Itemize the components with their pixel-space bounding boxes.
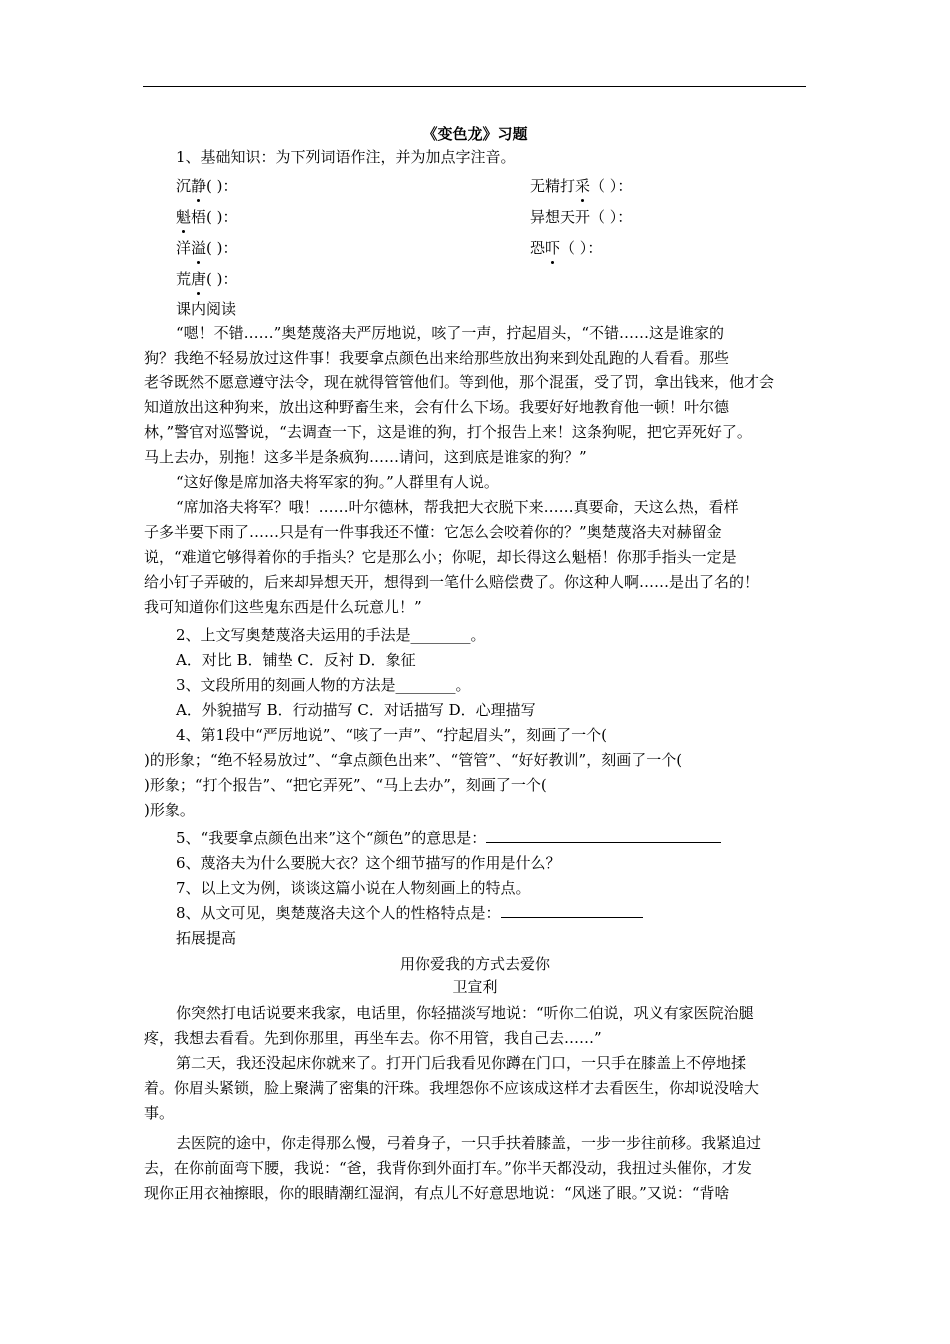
story-line: 你突然打电话说要来我家，电话里，你轻描淡写地说：“听你二伯说，巩义有家医院治腿 <box>176 1004 754 1022</box>
passage-line: “嗯！不错……”奥楚蔑洛夫严厉地说，咳了一声，拧起眉头，“不错……这是谁家的 <box>176 324 725 342</box>
story-line: 疼，我想去看看。先到你那里，再坐车去。你不用管，我自己去……” <box>144 1029 602 1047</box>
passage-line: 林，”警官对巡警说，“去调查一下，这是谁的狗，打个报告上来！这条狗呢，把它弄死好了。 <box>144 423 752 441</box>
vocab-item: 恐吓（ ）： <box>530 239 603 257</box>
passage-line: 马上去办，别拖！这多半是条疯狗……请问，这到底是谁家的狗？” <box>144 448 587 466</box>
header-rule <box>143 86 806 87</box>
vocab-item: 洋溢( )： <box>176 239 238 257</box>
story-author: 卫宣利 <box>452 978 498 996</box>
q5-answer-blank[interactable] <box>486 828 721 843</box>
story-line: 现你正用衣袖擦眼，你的眼睛潮红湿润，有点儿不好意思地说：“风迷了眼。”又说：“背啥 <box>144 1184 730 1202</box>
vocab-item: 无精打采（ ）： <box>530 177 633 195</box>
passage-line: 给小钉子弄破的，后来却异想天开，想得到一笔什么赔偿费了。你这种人啊……是出了名的！ <box>144 573 760 591</box>
q8-answer-blank[interactable] <box>501 903 643 918</box>
q4-line: )形象。 <box>144 801 195 819</box>
passage-line: 我可知道你们这些鬼东西是什么玩意儿！” <box>144 598 422 616</box>
passage-line: 狗？我绝不轻易放过这件事！我要拿点颜色出来给那些放出狗来到处乱跑的人看看。那些 <box>144 349 730 367</box>
passage-line: “席加洛夫将军？哦！……叶尔德林，帮我把大衣脱下来……真要命，天这么热，看样 <box>176 498 739 516</box>
story-line: 着。你眉头紧锁，脸上聚满了密集的汗珠。我埋怨你不应该成这样才去看医生，你却说没啥大 <box>144 1079 760 1097</box>
q5-prompt: 5、“我要拿点颜色出来”这个“颜色”的意思是： <box>176 827 721 849</box>
story-line: 去医院的途中，你走得那么慢，弓着身子，一只手扶着膝盖，一步一步往前移。我紧追过 <box>176 1134 762 1152</box>
q3-options: A．外貌描写 B．行动描写 C．对话描写 D．心理描写 <box>176 701 536 719</box>
q2-options: A．对比 B．铺垫 C．反衬 D．象征 <box>176 651 416 669</box>
passage-line: 老爷既然不愿意遵守法令，现在就得管管他们。等到他，那个混蛋，受了罚，拿出钱来，他才会 <box>144 373 775 391</box>
passage-line: 说，“难道它够得着你的手指头？它是那么小；你呢，却长得这么魁梧！你那手指头一定是 <box>144 548 737 566</box>
vocab-item: 沉静( )： <box>176 177 238 195</box>
story-line: 第二天，我还没起床你就来了。打开门后我看见你蹲在门口，一只手在膝盖上不停地揉 <box>176 1054 747 1072</box>
q1-prompt: 1、基础知识：为下列词语作注，并为加点字注音。 <box>176 148 516 166</box>
story-line: 事。 <box>144 1104 175 1122</box>
q7-prompt: 7、以上文为例，谈谈这篇小说在人物刻画上的特点。 <box>176 879 531 897</box>
vocab-item: 魁梧( )： <box>176 208 238 226</box>
q4-line: 4、第1段中“严厉地说”、“咳了一声”、“拧起眉头”，刻画了一个( <box>176 726 607 744</box>
story-title: 用你爱我的方式去爱你 <box>399 955 550 973</box>
q8-prompt: 8、从文可见，奥楚蔑洛夫这个人的性格特点是： <box>176 902 643 924</box>
q4-line: )的形象；“绝不轻易放过”、“拿点颜色出来”、“管管”、“好好教训”，刻画了一个( <box>144 751 683 769</box>
section-heading: 拓展提高 <box>176 929 237 947</box>
page-title: 《变色龙》习题 <box>422 125 528 143</box>
q6-prompt: 6、蔑洛夫为什么要脱大衣？这个细节描写的作用是什么？ <box>176 854 561 872</box>
q4-line: )形象；“打个报告”、“把它弄死”、“马上去办”，刻画了一个( <box>144 776 547 794</box>
passage-line: 子多半要下雨了……只是有一件事我还不懂：它怎么会咬着你的？”奥楚蔑洛夫对赫留金 <box>144 523 722 541</box>
passage-line: “这好像是席加洛夫将军家的狗。”人群里有人说。 <box>176 473 499 491</box>
section-heading: 课内阅读 <box>176 300 237 318</box>
q2-prompt: 2、上文写奥楚蔑洛夫运用的手法是________。 <box>176 626 486 644</box>
vocab-item: 异想天开（ ）： <box>530 208 633 226</box>
passage-line: 知道放出这种狗来，放出这种野畜生来，会有什么下场。我要好好地教育他一顿！叶尔德 <box>144 398 730 416</box>
story-line: 去，在你前面弯下腰，我说：“爸，我背你到外面打车。”你半天都没动，我扭过头催你，才发 <box>144 1159 752 1177</box>
q3-prompt: 3、文段所用的刻画人物的方法是________。 <box>176 676 471 694</box>
vocab-item: 荒唐( )： <box>176 270 238 288</box>
